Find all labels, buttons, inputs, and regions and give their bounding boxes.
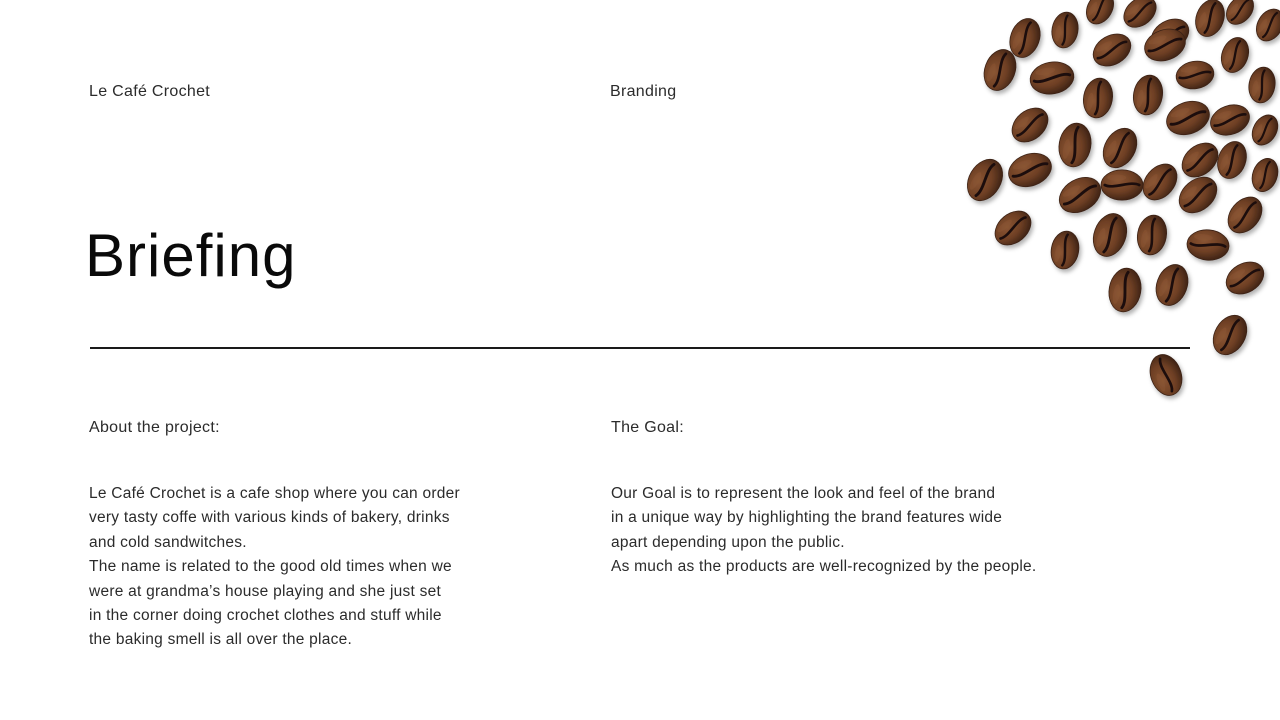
coffee-bean-icon: [1217, 34, 1254, 77]
coffee-bean-icon: [1206, 100, 1253, 141]
coffee-bean-icon: [1087, 28, 1136, 73]
coffee-bean-icon: [1101, 170, 1143, 200]
category-label: Branding: [610, 83, 677, 100]
coffee-bean-body: [1221, 0, 1259, 30]
coffee-bean-highlight: [1107, 175, 1126, 181]
coffee-bean-icon: [1081, 0, 1119, 29]
coffee-bean-icon: [1049, 10, 1081, 50]
coffee-bean-icon: [1053, 170, 1107, 219]
coffee-bean-icon: [1080, 76, 1115, 120]
brand-name: Le Café Crochet: [89, 83, 211, 100]
goal-line: Our Goal is to represent the look and feel of the brand: [611, 485, 996, 502]
page-title: Briefing: [85, 222, 297, 289]
coffee-bean-icon: [1048, 229, 1082, 271]
coffee-bean-icon: [1151, 260, 1194, 310]
coffee-bean-icon: [1174, 58, 1216, 92]
coffee-bean-icon: [1005, 101, 1054, 149]
coffee-bean-icon: [1251, 4, 1280, 46]
coffee-bean-icon: [1130, 73, 1165, 117]
coffee-bean-icon: [1096, 122, 1143, 173]
coffee-bean-icon: [1172, 170, 1224, 220]
about-line: The name is related to the good old times when we: [89, 558, 452, 576]
about-line: the baking smell is all over the place.: [89, 631, 353, 649]
coffee-bean-icon: [1106, 266, 1145, 315]
about-line: Le Café Crochet is a cafe shop where you can order: [89, 485, 460, 502]
coffee-bean-icon: [1175, 136, 1224, 184]
coffee-bean-icon: [1221, 190, 1269, 239]
coffee-bean-icon: [1088, 209, 1133, 261]
goal-line: apart depending upon the public.: [611, 533, 845, 551]
coffee-bean-body: [1247, 110, 1280, 149]
coffee-bean-icon: [1247, 110, 1280, 149]
coffee-bean-icon: [1028, 59, 1077, 98]
goal-line: in a unique way by highlighting the brand features wide: [611, 509, 1003, 527]
coffee-bean-icon: [960, 153, 1009, 207]
coffee-bean-icon: [1004, 148, 1056, 193]
coffee-bean-icon: [1056, 121, 1095, 170]
coffee-bean-icon: [1134, 213, 1169, 257]
coffee-bean-icon: [1136, 157, 1184, 206]
about-line: were at grandma’s house playing and she just set: [89, 582, 442, 600]
goal-heading: The Goal:: [611, 419, 684, 436]
coffee-bean-icon: [1206, 309, 1253, 360]
goal-line: As much as the products are well-recognized by the people.: [611, 558, 1037, 576]
coffee-bean-body: [1081, 0, 1119, 29]
coffee-beans-image: [940, 0, 1280, 420]
coffee-bean-icon: [988, 204, 1037, 252]
coffee-bean-icon: [1248, 155, 1280, 195]
about-line: very tasty coffe with various kinds of bakery, drinks: [89, 509, 450, 527]
coffee-bean-icon: [1213, 137, 1252, 182]
coffee-bean-icon: [1221, 0, 1259, 30]
coffee-bean-icon: [1162, 96, 1214, 141]
coffee-bean-body: [1248, 155, 1280, 195]
coffee-bean-icon: [1191, 0, 1230, 41]
coffee-bean-icon: [1145, 350, 1188, 400]
coffee-bean-icon: [1246, 65, 1278, 105]
about-paragraph: [89, 482, 460, 653]
about-line: and cold sandwitches.: [89, 533, 247, 551]
about-heading: About the project:: [89, 419, 220, 436]
goal-paragraph: [611, 482, 1036, 580]
coffee-bean-icon: [1220, 256, 1269, 301]
coffee-bean-icon: [1186, 228, 1230, 262]
about-line: in the corner doing crochet clothes and stuff while: [89, 607, 442, 625]
